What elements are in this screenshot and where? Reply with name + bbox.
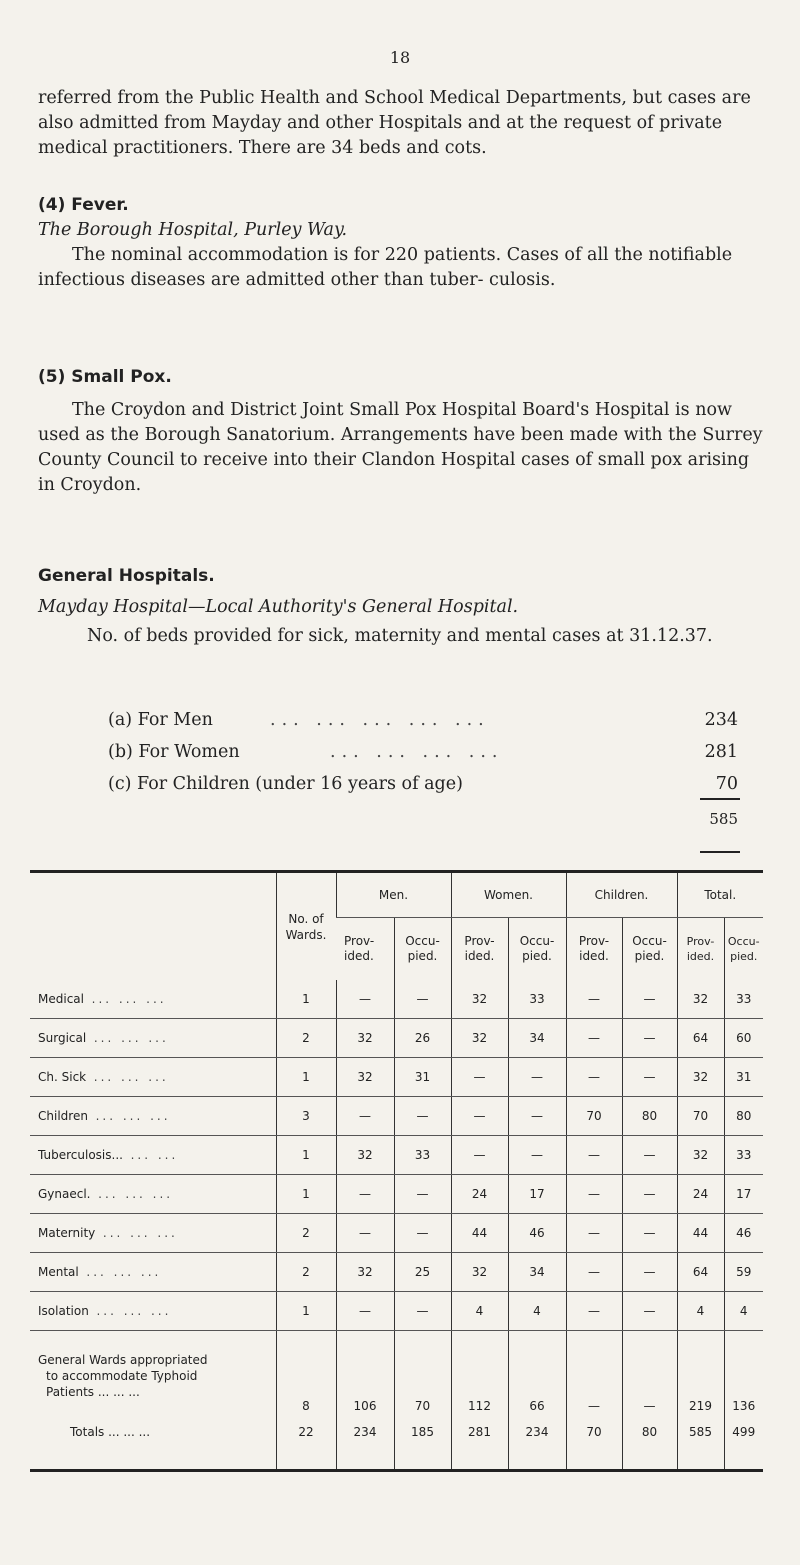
table-cell: 70 bbox=[677, 1097, 724, 1136]
row-label: Gynaecl. bbox=[38, 1187, 91, 1201]
row-label-cell bbox=[30, 1331, 276, 1422]
table-cell: 17 bbox=[724, 1175, 763, 1214]
table-cell: 64 bbox=[677, 1253, 724, 1292]
table-cell: — bbox=[336, 1175, 394, 1214]
men-provided-header: Prov- ided. bbox=[344, 934, 375, 963]
row-label: Maternity bbox=[38, 1226, 96, 1240]
table-body bbox=[30, 980, 763, 1471]
table-cell: 31 bbox=[724, 1058, 763, 1097]
beds-intro: No. of beds provided for sick, maternity and mental cases at 31.12.37. bbox=[87, 626, 713, 646]
totals-cell: 234 bbox=[508, 1421, 566, 1471]
table-cell: 32 bbox=[451, 1019, 508, 1058]
table-cell: 4 bbox=[677, 1292, 724, 1331]
table-cell: 24 bbox=[677, 1175, 724, 1214]
row-label-line: General Wards appropriated bbox=[38, 1353, 208, 1367]
table-cell: 24 bbox=[451, 1175, 508, 1214]
table-cell: 3 bbox=[276, 1097, 336, 1136]
leader-dots: ... ... ... bbox=[93, 1031, 169, 1045]
intro-paragraph bbox=[38, 86, 766, 161]
totals-cell: 185 bbox=[394, 1421, 451, 1471]
leader-dots: ... ... ... bbox=[91, 992, 167, 1006]
table-row bbox=[30, 1214, 763, 1253]
beds-value: 281 bbox=[704, 742, 738, 762]
table-cell: — bbox=[451, 1058, 508, 1097]
table-row bbox=[30, 1136, 763, 1175]
table-cell: 33 bbox=[508, 980, 566, 1019]
men-header: Men. bbox=[336, 872, 451, 918]
table-cell: — bbox=[508, 1136, 566, 1175]
row-label: Tuberculosis... bbox=[38, 1148, 123, 1162]
total-header: Total. bbox=[677, 872, 763, 918]
table-cell: 59 bbox=[724, 1253, 763, 1292]
table-cell: — bbox=[566, 1331, 622, 1422]
leader-dots: ... ... ... bbox=[95, 1109, 171, 1123]
table-row bbox=[30, 1292, 763, 1331]
table-cell: 33 bbox=[724, 980, 763, 1019]
table-cell: 80 bbox=[622, 1097, 677, 1136]
table-cell: 32 bbox=[336, 1136, 394, 1175]
general-hospitals-section bbox=[38, 564, 766, 649]
table-cell: — bbox=[622, 1214, 677, 1253]
beds-value: 234 bbox=[704, 710, 738, 730]
table-cell: — bbox=[622, 980, 677, 1019]
table-cell: — bbox=[566, 1214, 622, 1253]
table-cell: 32 bbox=[336, 1253, 394, 1292]
table-cell: — bbox=[566, 1253, 622, 1292]
table-row bbox=[30, 1097, 763, 1136]
table-cell: — bbox=[508, 1097, 566, 1136]
row-spacer bbox=[91, 1187, 99, 1201]
table-cell: 33 bbox=[724, 1136, 763, 1175]
table-cell: — bbox=[566, 1019, 622, 1058]
totals-cell: 585 bbox=[677, 1421, 724, 1471]
table-cell: 44 bbox=[451, 1214, 508, 1253]
table-row bbox=[30, 1019, 763, 1058]
leader-dots: ... ... ... bbox=[93, 1070, 169, 1084]
totals-cell: 281 bbox=[451, 1421, 508, 1471]
table-cell: 2 bbox=[276, 1019, 336, 1058]
table-cell: 4 bbox=[508, 1292, 566, 1331]
fever-subheading: The Borough Hospital, Purley Way. bbox=[38, 220, 348, 240]
table-cell: 44 bbox=[677, 1214, 724, 1253]
fever-section bbox=[38, 193, 766, 293]
table-cell: 8 bbox=[276, 1331, 336, 1422]
total-provided-header: Prov- ided. bbox=[677, 918, 724, 981]
row-label: Isolation bbox=[38, 1304, 89, 1318]
table-cell: — bbox=[622, 1175, 677, 1214]
table-cell: — bbox=[394, 980, 451, 1019]
table-cell: — bbox=[508, 1058, 566, 1097]
table-cell: — bbox=[622, 1253, 677, 1292]
wards-header: No. of Wards. bbox=[276, 872, 336, 981]
women-occupied-header: Occu- pied. bbox=[508, 918, 566, 981]
table-row bbox=[30, 1175, 763, 1214]
table-cell: — bbox=[622, 1331, 677, 1422]
table-cell: — bbox=[566, 1136, 622, 1175]
table-row bbox=[30, 980, 763, 1019]
beds-total-row bbox=[0, 810, 800, 836]
total-occupied-header: Occu- pied. bbox=[724, 918, 763, 981]
totals-cell: 234 bbox=[336, 1421, 394, 1471]
table-cell: 66 bbox=[508, 1331, 566, 1422]
row-spacer bbox=[95, 1226, 103, 1240]
table-cell: — bbox=[336, 1214, 394, 1253]
table-cell: 1 bbox=[276, 1292, 336, 1331]
table-cell: 219 bbox=[677, 1331, 724, 1422]
row-label: Medical bbox=[38, 992, 84, 1006]
intro-text: referred from the Public Health and School Medical Departments, but cases are also admitted from Mayday and other Hospitals and at the request of private medical practitioners. There are 34 beds and cots. bbox=[38, 88, 751, 158]
women-provided-header: Prov- ided. bbox=[451, 918, 508, 981]
row-label-cell bbox=[30, 1292, 276, 1331]
wards-table bbox=[30, 870, 763, 1472]
leader-dots: ... ... bbox=[130, 1148, 179, 1162]
table-cell: — bbox=[622, 1292, 677, 1331]
table-cell: 32 bbox=[677, 1058, 724, 1097]
totals-cell: 70 bbox=[566, 1421, 622, 1471]
table-cell: 25 bbox=[394, 1253, 451, 1292]
table-cell: 46 bbox=[508, 1214, 566, 1253]
children-header: Children. bbox=[566, 872, 677, 918]
row-spacer bbox=[84, 992, 92, 1006]
table-cell: 70 bbox=[394, 1331, 451, 1422]
table-cell: 80 bbox=[724, 1097, 763, 1136]
row-label: Surgical bbox=[38, 1031, 87, 1045]
beds-label: (c) For Children (under 16 years of age) bbox=[108, 774, 463, 794]
table-cell: — bbox=[622, 1019, 677, 1058]
small-pox-body: The Croydon and District Joint Small Pox Hospital Board's Hospital is now used as the Borough Sanatorium. Arrangements have been made with the Surrey County Council to receive into their Clandon Hospital cases of small pox arising in Croydon. bbox=[38, 400, 763, 495]
table-cell: 64 bbox=[677, 1019, 724, 1058]
table-cell: 1 bbox=[276, 1175, 336, 1214]
table-cell: 32 bbox=[677, 1136, 724, 1175]
table-cell: 31 bbox=[394, 1058, 451, 1097]
totals-cell: 499 bbox=[724, 1421, 763, 1471]
table-cell: — bbox=[451, 1136, 508, 1175]
table-cell: 46 bbox=[724, 1214, 763, 1253]
table-cell: — bbox=[622, 1058, 677, 1097]
table-cell: 26 bbox=[394, 1019, 451, 1058]
table-cell: — bbox=[566, 1058, 622, 1097]
row-label-cell bbox=[30, 1058, 276, 1097]
table-cell: 1 bbox=[276, 1058, 336, 1097]
general-subheading: Mayday Hospital—Local Authority's General Hospital. bbox=[38, 597, 519, 617]
leader-dots: ... ... ... bbox=[102, 1226, 178, 1240]
table-cell: 70 bbox=[566, 1097, 622, 1136]
row-label-cell bbox=[30, 1214, 276, 1253]
row-spacer bbox=[88, 1109, 96, 1123]
row-spacer bbox=[86, 1070, 94, 1084]
leader-dots: ... ... ... bbox=[96, 1304, 172, 1318]
leader-dots: ... ... ... bbox=[98, 1187, 174, 1201]
sum-rule bbox=[700, 798, 740, 800]
table-cell: — bbox=[394, 1292, 451, 1331]
table-cell: 1 bbox=[276, 980, 336, 1019]
leader-dots: ... ... ... ... ... bbox=[270, 710, 490, 730]
men-occupied-header: Occu- pied. bbox=[394, 918, 451, 981]
table-cell: — bbox=[394, 1097, 451, 1136]
table-cell: — bbox=[622, 1136, 677, 1175]
table-row bbox=[30, 1058, 763, 1097]
table-cell: — bbox=[566, 980, 622, 1019]
table-cell: 34 bbox=[508, 1253, 566, 1292]
beds-value: 70 bbox=[715, 774, 738, 794]
beds-label: (b) For Women bbox=[108, 742, 240, 762]
table-row-general-wards bbox=[30, 1331, 763, 1422]
row-label-cell bbox=[30, 1097, 276, 1136]
table-cell: 136 bbox=[724, 1331, 763, 1422]
table-cell: — bbox=[336, 980, 394, 1019]
table-cell: 32 bbox=[336, 1019, 394, 1058]
table-cell: 2 bbox=[276, 1214, 336, 1253]
table-cell: — bbox=[566, 1175, 622, 1214]
row-spacer bbox=[123, 1148, 131, 1162]
beds-row-women bbox=[0, 742, 800, 768]
row-label-cell bbox=[30, 1175, 276, 1214]
table-cell: 4 bbox=[451, 1292, 508, 1331]
table-row-totals bbox=[30, 1421, 763, 1471]
table-cell: 1 bbox=[276, 1136, 336, 1175]
beds-label: (a) For Men bbox=[108, 710, 213, 730]
beds-row-men bbox=[0, 710, 800, 736]
page-number: 18 bbox=[389, 48, 411, 67]
table-cell: 112 bbox=[451, 1331, 508, 1422]
general-heading: General Hospitals. bbox=[38, 566, 215, 586]
table-cell: 32 bbox=[451, 980, 508, 1019]
row-label: Mental bbox=[38, 1265, 79, 1279]
children-occupied-header: Occu- pied. bbox=[622, 918, 677, 981]
row-label-header bbox=[30, 872, 276, 981]
row-label-line: to accommodate Typhoid bbox=[46, 1369, 198, 1383]
row-label: Children bbox=[38, 1109, 88, 1123]
table-cell: — bbox=[566, 1292, 622, 1331]
table-cell: 2 bbox=[276, 1253, 336, 1292]
beds-total: 585 bbox=[709, 810, 738, 828]
row-spacer bbox=[86, 1031, 94, 1045]
totals-cell: 22 bbox=[276, 1421, 336, 1471]
row-label-cell bbox=[30, 1019, 276, 1058]
table-row bbox=[30, 1253, 763, 1292]
table-cell: — bbox=[394, 1214, 451, 1253]
row-label-cell bbox=[30, 1253, 276, 1292]
leader-dots: ... ... ... ... bbox=[330, 742, 504, 762]
table-cell: 4 bbox=[724, 1292, 763, 1331]
totals-cell: 80 bbox=[622, 1421, 677, 1471]
women-header: Women. bbox=[451, 872, 566, 918]
fever-body: The nominal accommodation is for 220 patients. Cases of all the notifiable infectious diseases are admitted other than tuber- culosis. bbox=[38, 245, 733, 290]
row-label-cell bbox=[30, 980, 276, 1019]
table-cell: 34 bbox=[508, 1019, 566, 1058]
small-pox-section bbox=[38, 365, 766, 498]
table-cell: — bbox=[336, 1292, 394, 1331]
fever-heading: (4) Fever. bbox=[38, 195, 129, 215]
leader-dots: ... ... ... bbox=[86, 1265, 162, 1279]
table-cell: — bbox=[394, 1175, 451, 1214]
children-provided-header: Prov- ided. bbox=[566, 918, 622, 981]
table-cell: 60 bbox=[724, 1019, 763, 1058]
sum-rule bbox=[700, 851, 740, 853]
table-cell: 33 bbox=[394, 1136, 451, 1175]
small-pox-heading: (5) Small Pox. bbox=[38, 367, 172, 387]
table-cell: 32 bbox=[336, 1058, 394, 1097]
beds-row-children bbox=[0, 774, 800, 800]
table-cell: — bbox=[336, 1097, 394, 1136]
row-label-line: Patients ... ... ... bbox=[46, 1385, 140, 1399]
table-cell: 17 bbox=[508, 1175, 566, 1214]
totals-label: Totals ... ... ... bbox=[30, 1421, 276, 1471]
row-label: Ch. Sick bbox=[38, 1070, 87, 1084]
table-cell: — bbox=[451, 1097, 508, 1136]
table-cell: 32 bbox=[451, 1253, 508, 1292]
table-cell: 106 bbox=[336, 1331, 394, 1422]
table-cell: 32 bbox=[677, 980, 724, 1019]
row-label-cell bbox=[30, 1136, 276, 1175]
